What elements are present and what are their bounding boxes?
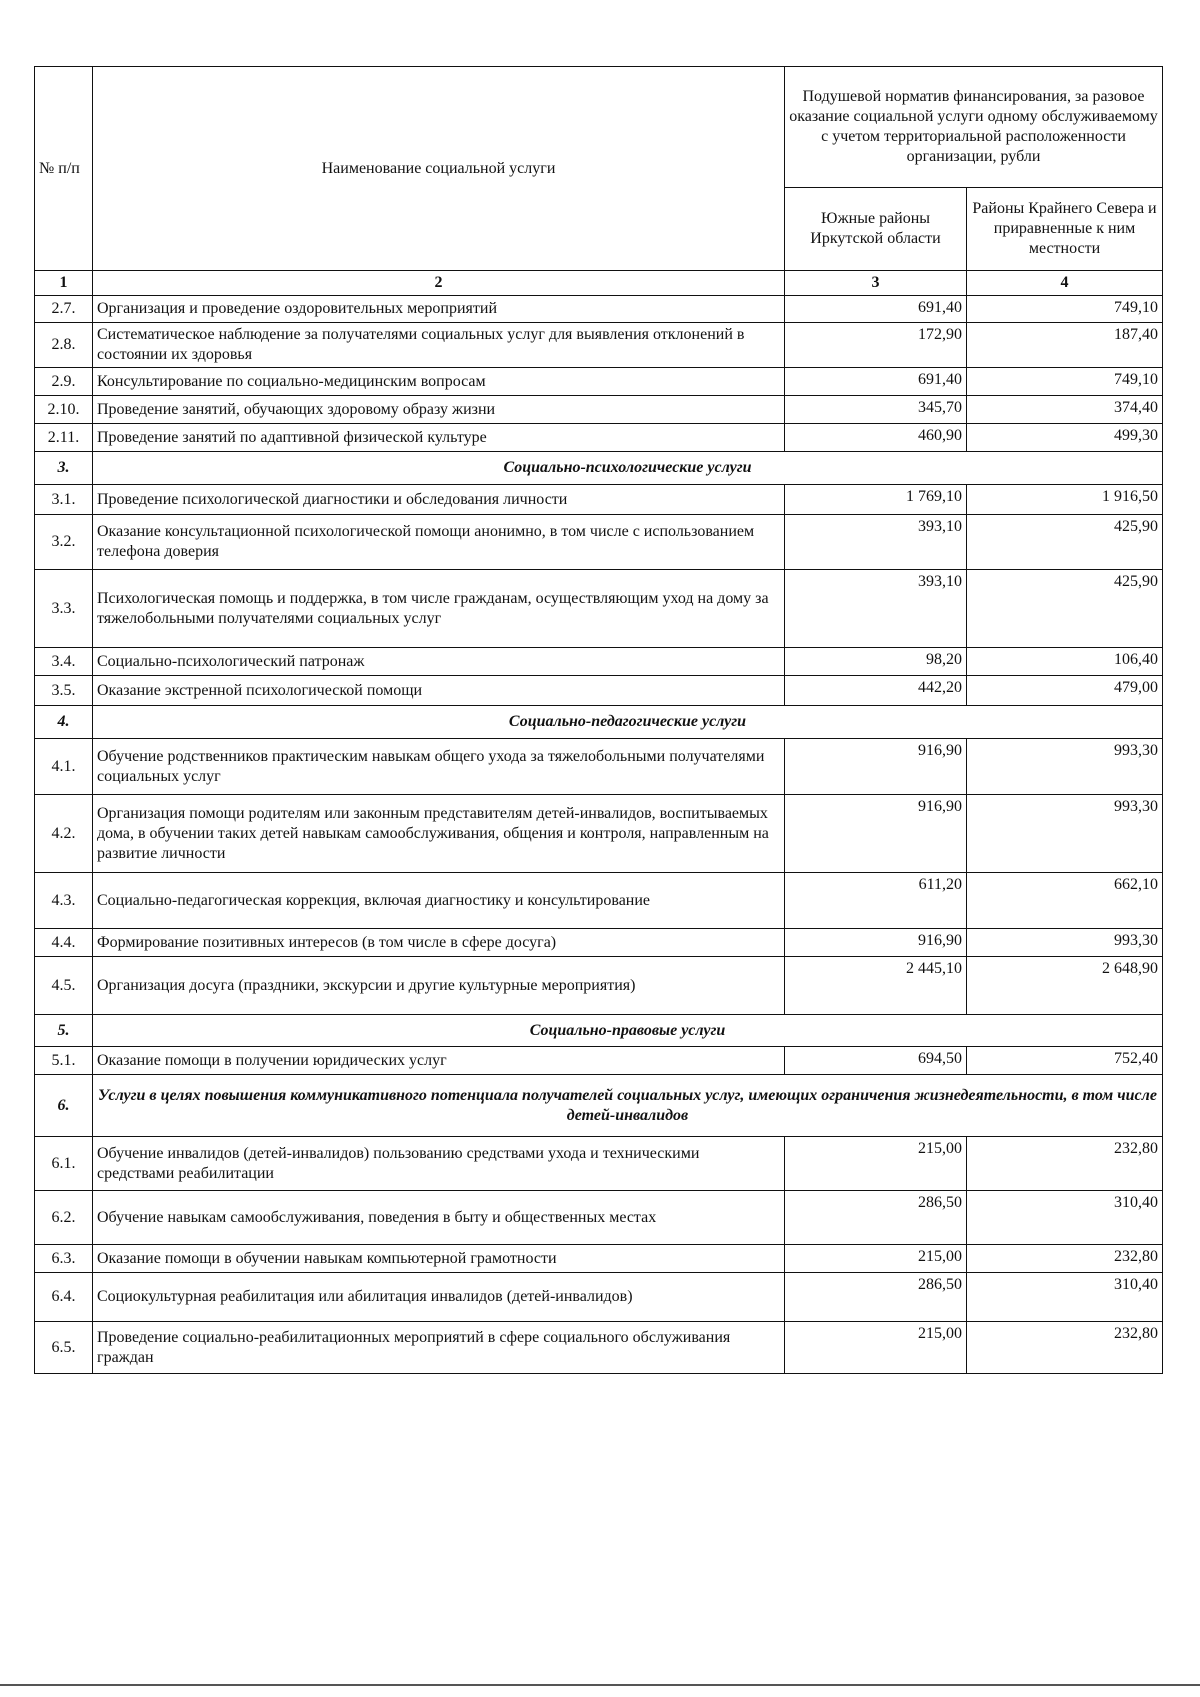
north-value: 425,90 — [967, 570, 1163, 648]
north-value: 232,80 — [967, 1322, 1163, 1374]
section-row — [35, 1015, 1163, 1047]
column-index-row — [35, 271, 1163, 296]
north-value: 232,80 — [967, 1245, 1163, 1273]
row-number: 6.4. — [35, 1273, 93, 1322]
south-value: 691,40 — [785, 296, 967, 323]
north-value: 749,10 — [967, 296, 1163, 323]
service-name: Обучение родственников практическим навыкам общего ухода за тяжелобольными получателями социальных услуг — [93, 739, 785, 795]
service-name: Оказание экстренной психологической помощи — [93, 676, 785, 706]
table-row — [35, 1191, 1163, 1245]
header-name: Наименование социальной услуги — [93, 67, 785, 271]
section-title: Социально-правовые услуги — [93, 1015, 1163, 1047]
south-value: 393,10 — [785, 515, 967, 570]
row-number: 4.3. — [35, 873, 93, 929]
service-name: Обучение навыкам самообслуживания, поведения в быту и общественных местах — [93, 1191, 785, 1245]
row-number: 2.9. — [35, 368, 93, 396]
north-value: 310,40 — [967, 1273, 1163, 1322]
service-name: Организация досуга (праздники, экскурсии и другие культурные мероприятия) — [93, 957, 785, 1015]
service-name: Социокультурная реабилитация или абилитация инвалидов (детей-инвалидов) — [93, 1273, 785, 1322]
service-name: Консультирование по социально-медицинским вопросам — [93, 368, 785, 396]
table-row — [35, 1273, 1163, 1322]
south-value: 393,10 — [785, 570, 967, 648]
row-number: 3.3. — [35, 570, 93, 648]
south-value: 286,50 — [785, 1191, 967, 1245]
south-value: 916,90 — [785, 739, 967, 795]
table-row — [35, 323, 1163, 368]
table-row — [35, 485, 1163, 515]
service-name: Формирование позитивных интересов (в том числе в сфере досуга) — [93, 929, 785, 957]
section-number: 3. — [35, 452, 93, 485]
row-number: 4.1. — [35, 739, 93, 795]
services-table — [34, 66, 1163, 1374]
south-value: 694,50 — [785, 1047, 967, 1075]
service-name: Психологическая помощь и поддержка, в том числе гражданам, осуществляющим уход на дому за тяжелобольными получателями социальных услуг — [93, 570, 785, 648]
header-num: № п/п — [35, 67, 93, 271]
service-name: Систематическое наблюдение за получателями социальных услуг для выявления отклонений в состоянии их здоровья — [93, 323, 785, 368]
row-number: 3.4. — [35, 648, 93, 676]
row-number: 6.2. — [35, 1191, 93, 1245]
north-value: 993,30 — [967, 739, 1163, 795]
section-row — [35, 706, 1163, 739]
south-value: 215,00 — [785, 1137, 967, 1191]
north-value: 425,90 — [967, 515, 1163, 570]
table-row — [35, 795, 1163, 873]
south-value: 98,20 — [785, 648, 967, 676]
north-value: 106,40 — [967, 648, 1163, 676]
south-value: 611,20 — [785, 873, 967, 929]
col-index-3: 3 — [785, 271, 967, 296]
north-value: 187,40 — [967, 323, 1163, 368]
table-row — [35, 368, 1163, 396]
north-value: 993,30 — [967, 929, 1163, 957]
table-row — [35, 676, 1163, 706]
north-value: 374,40 — [967, 396, 1163, 424]
south-value: 345,70 — [785, 396, 967, 424]
south-value: 691,40 — [785, 368, 967, 396]
row-number: 6.5. — [35, 1322, 93, 1374]
row-number: 2.7. — [35, 296, 93, 323]
north-value: 479,00 — [967, 676, 1163, 706]
service-name: Социально-педагогическая коррекция, включая диагностику и консультирование — [93, 873, 785, 929]
south-value: 916,90 — [785, 795, 967, 873]
section-title: Социально-психологические услуги — [93, 452, 1163, 485]
service-name: Проведение занятий по адаптивной физической культуре — [93, 424, 785, 452]
header-norm: Подушевой норматив финансирования, за разовое оказание социальной услуги одному обслуживаемому с учетом территориальной расположенности организации, рубли — [785, 67, 1163, 188]
table-row — [35, 1245, 1163, 1273]
section-title: Услуги в целях повышения коммуникативного потенциала получателей социальных услуг, имеющих ограничения жизнедеятельности, в том числе детей-инвалидов — [93, 1075, 1163, 1137]
service-name: Организация помощи родителям или законным представителям детей-инвалидов, воспитываемых дома, в обучении таких детей навыкам самообслуживания, общения и контроля, направленным на развитие личности — [93, 795, 785, 873]
header-north: Районы Крайнего Севера и приравненные к ним местности — [967, 188, 1163, 271]
row-number: 4.2. — [35, 795, 93, 873]
table-row — [35, 957, 1163, 1015]
north-value: 499,30 — [967, 424, 1163, 452]
service-name: Оказание консультационной психологической помощи анонимно, в том числе с использованием телефона доверия — [93, 515, 785, 570]
row-number: 5.1. — [35, 1047, 93, 1075]
south-value: 215,00 — [785, 1245, 967, 1273]
north-value: 993,30 — [967, 795, 1163, 873]
section-title: Социально-педагогические услуги — [93, 706, 1163, 739]
section-number: 4. — [35, 706, 93, 739]
north-value: 310,40 — [967, 1191, 1163, 1245]
row-number: 2.11. — [35, 424, 93, 452]
service-name: Социально-психологический патронаж — [93, 648, 785, 676]
service-name: Оказание помощи в обучении навыкам компьютерной грамотности — [93, 1245, 785, 1273]
row-number: 4.5. — [35, 957, 93, 1015]
col-index-1: 1 — [35, 271, 93, 296]
south-value: 2 445,10 — [785, 957, 967, 1015]
header-south: Южные районы Иркутской области — [785, 188, 967, 271]
header-row — [35, 67, 1163, 188]
table-row — [35, 1047, 1163, 1075]
row-number: 4.4. — [35, 929, 93, 957]
col-index-4: 4 — [967, 271, 1163, 296]
south-value: 172,90 — [785, 323, 967, 368]
table-row — [35, 296, 1163, 323]
row-number: 3.1. — [35, 485, 93, 515]
row-number: 2.10. — [35, 396, 93, 424]
page-edge-line — [0, 1684, 1200, 1686]
north-value: 1 916,50 — [967, 485, 1163, 515]
service-name: Обучение инвалидов (детей-инвалидов) пользованию средствами ухода и техническими средствами реабилитации — [93, 1137, 785, 1191]
north-value: 662,10 — [967, 873, 1163, 929]
north-value: 752,40 — [967, 1047, 1163, 1075]
north-value: 2 648,90 — [967, 957, 1163, 1015]
service-name: Проведение психологической диагностики и обследования личности — [93, 485, 785, 515]
row-number: 3.5. — [35, 676, 93, 706]
table-row — [35, 424, 1163, 452]
table-row — [35, 929, 1163, 957]
south-value: 215,00 — [785, 1322, 967, 1374]
service-name: Проведение социально-реабилитационных мероприятий в сфере социального обслуживания граждан — [93, 1322, 785, 1374]
section-row — [35, 1075, 1163, 1137]
south-value: 460,90 — [785, 424, 967, 452]
col-index-2: 2 — [93, 271, 785, 296]
service-name: Организация и проведение оздоровительных мероприятий — [93, 296, 785, 323]
south-value: 1 769,10 — [785, 485, 967, 515]
south-value: 442,20 — [785, 676, 967, 706]
service-name: Оказание помощи в получении юридических услуг — [93, 1047, 785, 1075]
service-name: Проведение занятий, обучающих здоровому образу жизни — [93, 396, 785, 424]
row-number: 3.2. — [35, 515, 93, 570]
table-row — [35, 396, 1163, 424]
row-number: 6.3. — [35, 1245, 93, 1273]
table-row — [35, 1322, 1163, 1374]
table-row — [35, 648, 1163, 676]
north-value: 749,10 — [967, 368, 1163, 396]
table-row — [35, 570, 1163, 648]
table-row — [35, 515, 1163, 570]
section-number: 5. — [35, 1015, 93, 1047]
table-row — [35, 873, 1163, 929]
table-row — [35, 1137, 1163, 1191]
south-value: 916,90 — [785, 929, 967, 957]
row-number: 2.8. — [35, 323, 93, 368]
section-row — [35, 452, 1163, 485]
north-value: 232,80 — [967, 1137, 1163, 1191]
table-row — [35, 739, 1163, 795]
south-value: 286,50 — [785, 1273, 967, 1322]
section-number: 6. — [35, 1075, 93, 1137]
row-number: 6.1. — [35, 1137, 93, 1191]
